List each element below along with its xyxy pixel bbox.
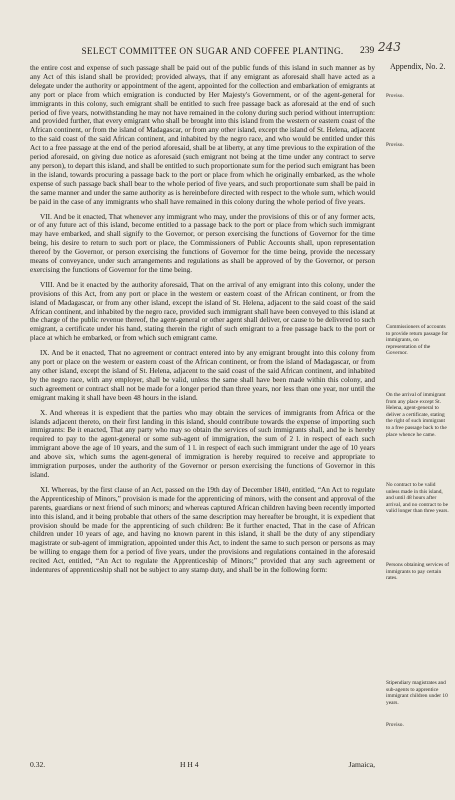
page-footer [30, 760, 375, 772]
margin-note-apprentice: Stipendiary magistrates and sub-agents to apprentice immigrant children under 10 years. [386, 680, 448, 706]
paragraph-xi: XI. Whereas, by the first clause of an Act, passed on the 19th day of December 1840, entitled, “An Act to regulate the Apprenticeship of Minors,” provision is made for the apprenticing of minors, with the consent and approval of the parents, guardians or next friend of such minors; and whereas captured African children having been recently imported into this island, and it being probable that others of the same description may hereafter be brought, it is expedient that provision should be made for the apprenticing of such children: Be it further enacted, That in the case of African children under 10 years of age, and having no known parent in this island, it shall be the duty of any stipendiary magistrate or sub-agent of immigration, appointed under this Act, to indent the same to such person or persons as may be willing to engage them for a period of five years, under the provisions and regulations contained in the aforesaid recited Act, entitled, “An Act to regulate the Apprenticeship of Minors;” provided that any such agreement or indentures of apprenticeship shall not be subject to any stamp duty, and shall be in the following form: [30, 485, 375, 575]
paragraph-viii: VIII. And be it enacted by the authority aforesaid, That on the arrival of any emigrant into this colony, under the provisions of this Act, from any port or place in the western or eastern coast of the African continent, or from the island of Madagascar, or from any other island, except the island of St. Helena, adjacent to the said coast of the said African continent, and inhabited by the negro race, provided such immigrant shall have been conveyed to this island at the charge of the public revenue thereof, the agent-general or other agent shall deliver, or cause to be delivered to such emigrant, a certificate under his hand, stating therein the right of such emigrant to a free passage back to the port or place at which he embarked, or from which such emigrant came. [30, 280, 375, 343]
footer-sheet-mark: H H 4 [180, 760, 199, 769]
footer-signature: 0.32. [30, 760, 46, 769]
paragraph-ix: IX. And be it enacted, That no agreement or contract entered into by any emigrant brought into this colony from any port or place on the western or eastern coast of the African continent, or from the island of Madagascar, or from any other island, except the island of St. Helena, adjacent to the said coast of the said African continent, and inhabited by the negro race, with any employer, shall be valid, unless the same shall have been made within this colony, and such agreement or contract shall not be made for a longer period than three years, nor less than one year, nor until the emigrant making it shall have been 48 hours in the island. [30, 349, 375, 402]
margin-note-proviso-2: Proviso. [386, 142, 404, 148]
paragraph-vii: VII. And be it enacted, That whenever any immigrant who may, under the provisions of this or of any former acts, or of any future act of this island, become entitled to a passage back to the port or place from which such immigrant may have embarked, and shall signify to the Governor, or person exercising the functions of Governor for the time being, his desire to return to such port or place, the Commissioners of Public Accounts shall, upon representation thereof by the Governor, or person exercising the functions of Governor for the time being, provide the necessary means of conveyance, under such arrangements and regulations as shall be approved of by the Governor, or person exercising the functions of Governor for the time being. [30, 212, 375, 274]
document-body [30, 64, 375, 581]
margin-note-proviso-1: Proviso. [386, 93, 404, 99]
margin-note-certificate: On the arrival of immigrant from any place except St. Helena, agent-general to deliver a certificate, stating the right of such immigrant to a free passage back to the place whence he came. [386, 392, 447, 438]
margin-note-proviso-3: Proviso. [386, 722, 404, 728]
handwritten-number: 243 [378, 40, 401, 54]
footer-catchword: Jamaica, [348, 760, 375, 769]
margin-note-rates: Persons obtaining services of immigrants to pay certain rates. [386, 562, 450, 582]
paragraph-x: X. And whereas it is expedient that the parties who may obtain the services of immigrants from Africa or the islands adjacent thereto, on their first landing in this island, should contribute towards the expense of importing such immigrants: Be it enacted, That any party who may so obtain the services of such immigrants shall, and he is hereby required to pay to the agent-general or some sub-agent of immigration, the sum of 2 l. in respect of each such immigrant above the age of 10 years, and the sum of 1 l. in respect of each such immigrant under the age of 10 years and above six, which sums the agent-general of immigration is hereby required to receive and appropriate to immigration purposes, under the authority of the Governor or person exercising the functions of Governor in this island. [30, 408, 375, 479]
appendix-label: Appendix, No. 2. [390, 62, 446, 71]
paragraph-vi-continuation: the entire cost and expense of such passage shall be paid out of the public funds of this island in such manner as by any Act of this island shall be provided; provided always, that if any emigrant as aforesaid shall have acted as a delegate under the authority or appointment of the agent, appointed for the collection and embarkation of emigrants at any port or place from which emigration is conducted by Her Majesty's Government, or of the agent-general for immigrants in this colony, such emigrant shall be entitled to such free passage back as aforesaid at the end of such period of five years, notwithstanding he may not have remained in the colony during such period without interruption: and provided further, that every emigrant who shall be brought into this island from the western or eastern coast of the African continent, or from the island of Madagascar, or from any other island, except the island of St. Helena, adjacent to the said coast of the said African continent, and inhabited by the negro race, and who would be entitled under this Act to a free passage at the end of the period aforesaid, shall be at liberty, at any time previous to the expiration of the period aforesaid, on giving due notice as aforesaid (such emigrant not being at the time under any contract to serve any person), to depart this island, and shall be entitled to such proportionate sum for the period such emigrant has been in the island, towards procuring a passage back to the port or place from which he originally embarked, as the whole expense of such passage back shall bear to the whole period of five years, and such proportionate sum shall be paid in the same manner and under the same authority as is hereinbefore directed with respect to the whole sum, which would be paid in the case of any immigrants who shall have remained in this colony during the whole period of five years. [30, 64, 375, 206]
margin-note-commissioners: Commissioners of accounts to provide return passage for immigrants, on representation of the Governor. [386, 324, 448, 357]
page-title: SELECT COMMITTEE ON SUGAR AND COFFEE PLANTING. [81, 46, 344, 56]
page-number: 239 [360, 46, 375, 56]
margin-note-contract: No contract to be valid unless made in this island, and until 48 hours after arrival, and no contract to be valid longer than three years. [386, 482, 449, 515]
